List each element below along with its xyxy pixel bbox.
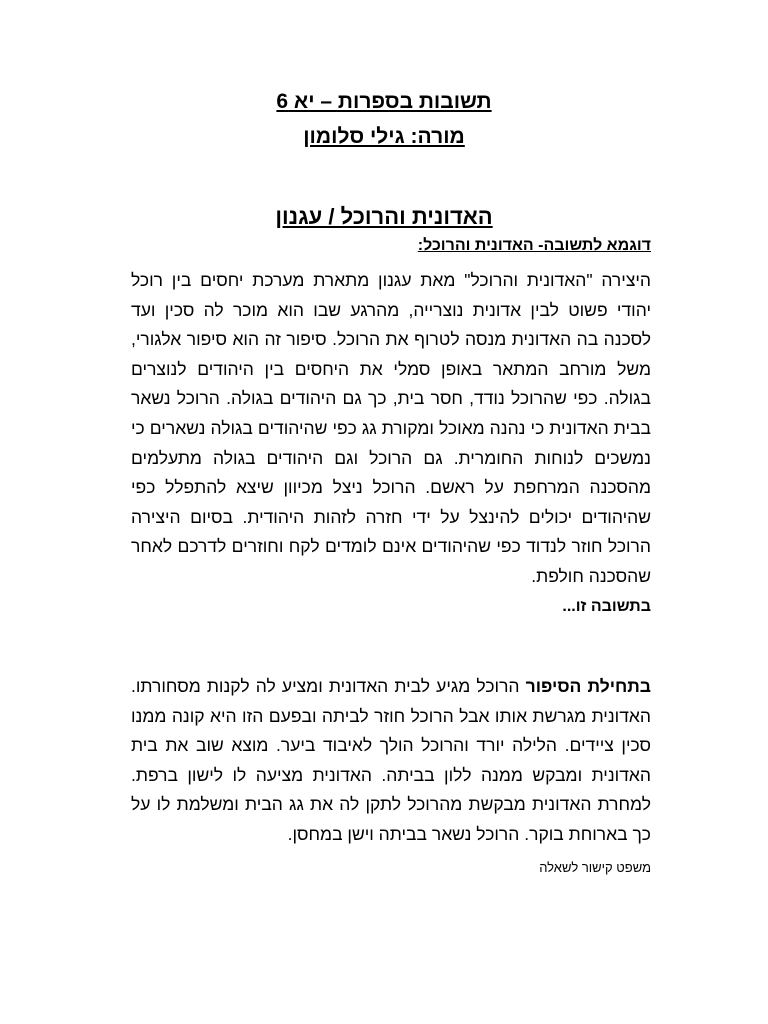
example-label: דוגמא לתשובה- האדונית והרוכל: [417,237,651,254]
answer-lead: בתחילת הסיפור [525,676,651,696]
answer-paragraph [131,672,651,850]
teacher-name: מורה: גילי סלומון [303,125,465,148]
document-title: תשובות בספרות – יא 6 [276,90,492,113]
example-paragraph: היצירה "האדונית והרוכל" מאת עגנון מתארת מערכת יחסים בין רוכל יהודי פשוט לבין אדונית נוצרייה, מהרגע שבו הוא מוכר לה סכין ועד לסכנה בה האדונית מנסה לטרוף את הרוכל. סיפור זה הוא סיפור אלגורי, משל מורחב המתאר באופן סמלי את היחסים בין היהודים לנוצרים בגולה. כפי שהרוכל נודד, חסר בית, כך גם היהודים בגולה. הרוכל נשאר בבית האדונית כי נהנה מאוכל ומקורת גג כפי שהיהודים בגולה נשארים כי נמשכים לנוחות החומרית. גם הרוכל וגם היהודים בגולה מתעלמים מהסכנה המרחפת על ראשם. הרוכל ניצל מכיוון שיצא להתפלל כפי שהיהודים יכולים להינצל על ידי חזרה לזהות היהודית. בסיום היצירה הרוכל חוזר לנדוד כפי שהיהודים אינם לומדים לקח וחוזרים לדרכם לאחר שהסכנה חולפת. [131,270,651,586]
answer-label: בתשובה זו... [562,598,651,615]
answer-text: הרוכל מגיע לבית האדונית ומציע לה לקנות מסחורתו. האדונית מגרשת אותו אבל הרוכל חוזר לביתה ובפעם הזו היא קונה ממנו סכין ציידים. הלילה יורד והרוכל הולך לאיבוד ביער. מוצא שוב את בית האדונית ומבקש ממנה ללון בביתה. האדונית מציעה לו לישון ברפת. למחרת האדונית מבקשת מהרוכל לתקן לה את גג הבית ומשלמת לו על כך בארוחת בוקר. הרוכל נשאר בביתה וישן במחסן. [131,676,651,844]
footer-note: משפט קישור לשאלה [539,860,651,875]
story-title: האדונית והרוכל / עגנון [275,204,493,229]
